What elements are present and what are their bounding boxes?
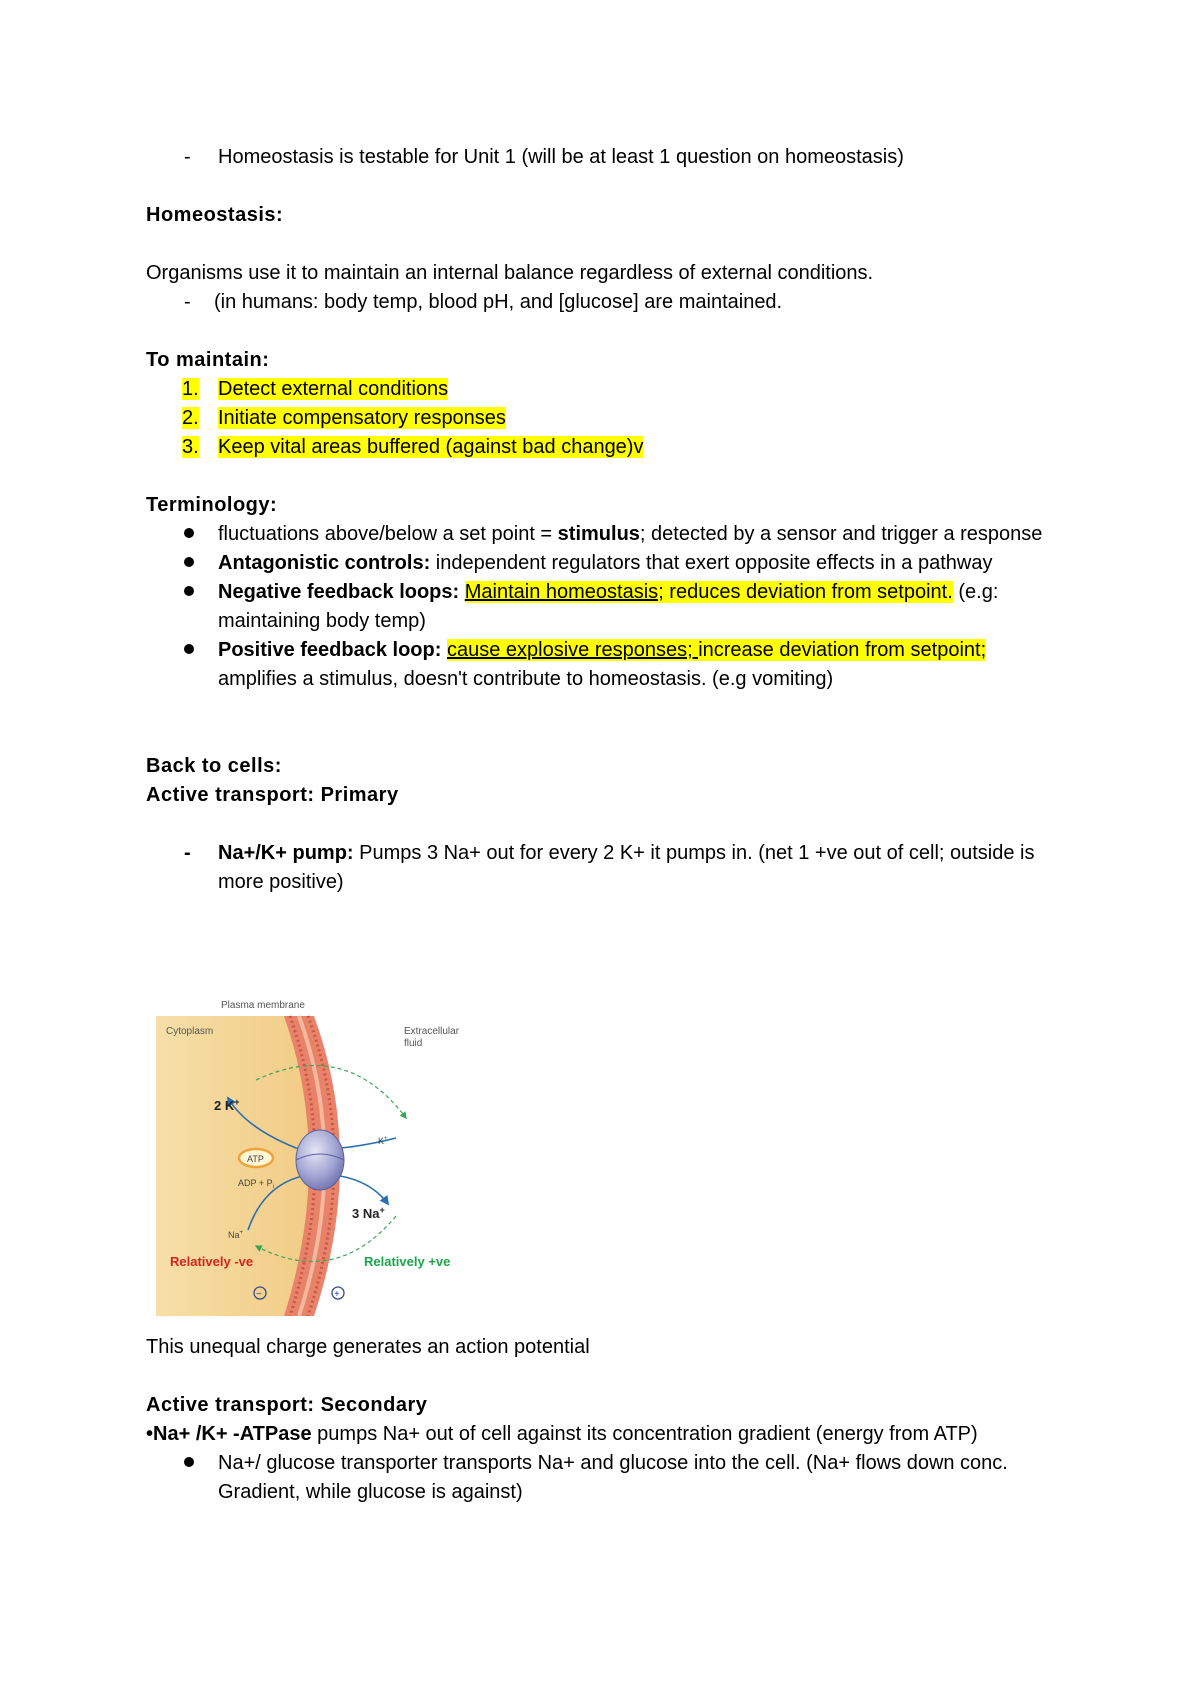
homeostasis-heading: Homeostasis: — [146, 204, 284, 226]
term-stimulus: fluctuations above/below a set point = stimulus; detected by a sensor and trigger a response — [146, 520, 1056, 549]
bullet-icon — [184, 1457, 194, 1467]
dash-marker: - — [184, 146, 191, 168]
k-in-label: 2 K+ — [214, 1097, 240, 1113]
list-number: 3. — [182, 436, 199, 458]
plasma-membrane-label: Plasma membrane — [221, 1000, 305, 1011]
homeostasis-definition: Organisms use it to maintain an internal balance regardless of external conditions. — [146, 262, 874, 284]
intro-line — [146, 143, 1056, 172]
fluid-label: fluid — [404, 1038, 423, 1049]
maintain-item-text: Initiate compensatory responses — [218, 407, 506, 429]
relatively-positive-label: Relatively +ve — [364, 1254, 451, 1269]
na-out-label: 3 Na+ — [352, 1205, 385, 1221]
maintain-item-text: Keep vital areas buffered (against bad change)v — [218, 436, 644, 458]
cytoplasm-label: Cytoplasm — [166, 1026, 214, 1037]
document-content — [146, 143, 1056, 897]
atp-label: ATP — [247, 1154, 264, 1164]
homeostasis-example: (in humans: body temp, blood pH, and [glucose] are maintained. — [214, 291, 783, 313]
positive-feedback-term: Positive feedback loop: — [218, 639, 442, 661]
secondary-heading: Active transport: Secondary — [146, 1394, 428, 1416]
glucose-transporter-item — [146, 1449, 1056, 1507]
pump-term: Na+/K+ pump: — [218, 842, 354, 864]
dash-marker: - — [184, 842, 191, 864]
bullet-icon — [184, 528, 194, 538]
svg-text:+: + — [334, 1289, 340, 1300]
atpase-term: Na+ /K+ -ATPase — [153, 1423, 312, 1445]
svg-text:−: − — [256, 1289, 262, 1300]
intro-text: Homeostasis is testable for Unit 1 (will be at least 1 question on homeostasis) — [218, 146, 904, 168]
list-number: 2. — [182, 407, 199, 429]
cytoplasm-region — [156, 1016, 311, 1316]
extracellular-label: Extracellular — [404, 1026, 460, 1037]
term-antagonistic: Antagonistic controls: independent regulators that exert opposite effects in a pathway — [146, 549, 1056, 578]
list-number: 1. — [182, 378, 199, 400]
antagonistic-term: Antagonistic controls: — [218, 552, 431, 574]
pump-line — [146, 839, 1056, 897]
stimulus-term: stimulus — [557, 523, 640, 545]
action-potential-text: This unequal charge generates an action potential — [146, 1336, 590, 1358]
homeostasis-example-line — [146, 288, 1056, 317]
bullet-icon — [184, 644, 194, 654]
na-k-pump-figure — [156, 998, 476, 1316]
maintain-item-text: Detect external conditions — [218, 378, 449, 400]
negative-feedback-term: Negative feedback loops: — [218, 581, 460, 603]
document-content-lower — [146, 1333, 1056, 1507]
atpase-line: •Na+ /K+ -ATPase pumps Na+ out of cell against its concentration gradient (energy from ATP) — [146, 1423, 978, 1445]
term-positive-feedback: Positive feedback loop: cause explosive responses; increase deviation from setpoint; amplifies a stimulus, doesn't contribute to homeostasis. (e.g vomiting) — [146, 636, 1056, 694]
cells-heading: Back to cells: — [146, 755, 282, 777]
highlight-underlined: Maintain homeostasis — [464, 581, 659, 603]
highlight-underlined: cause explosive responses; — [446, 639, 699, 661]
maintain-item-3 — [146, 433, 1056, 462]
bullet-icon — [184, 586, 194, 596]
pump-protein — [296, 1130, 344, 1190]
bullet-icon — [184, 557, 194, 567]
terminology-heading: Terminology: — [146, 494, 278, 516]
maintain-item-2 — [146, 404, 1056, 433]
highlight: increase deviation from setpoint; — [698, 639, 987, 661]
pump-text: Pumps 3 Na+ out for every 2 K+ it pumps in. (net 1 +ve out of cell; outside is more positive) — [218, 842, 1035, 893]
maintain-item-1 — [146, 375, 1056, 404]
dash-marker: - — [184, 291, 191, 313]
primary-heading: Active transport: Primary — [146, 784, 399, 806]
term-negative-feedback: Negative feedback loops: Maintain homeostasis; reduces deviation from setpoint. (e.g: maintaining body temp) — [146, 578, 1056, 636]
highlight: ; reduces deviation from setpoint. — [658, 581, 953, 603]
maintain-heading: To maintain: — [146, 349, 270, 371]
glucose-transporter-text: Na+/ glucose transporter transports Na+ and glucose into the cell. (Na+ flows down conc. Gradient, while glucose is against) — [218, 1452, 1008, 1503]
na-in-label: Na+ — [228, 1230, 244, 1240]
relatively-negative-label: Relatively -ve — [170, 1254, 254, 1269]
k-out-label: K+ — [378, 1136, 388, 1146]
adp-label: ADP + $P_i$ — [238, 1178, 274, 1190]
